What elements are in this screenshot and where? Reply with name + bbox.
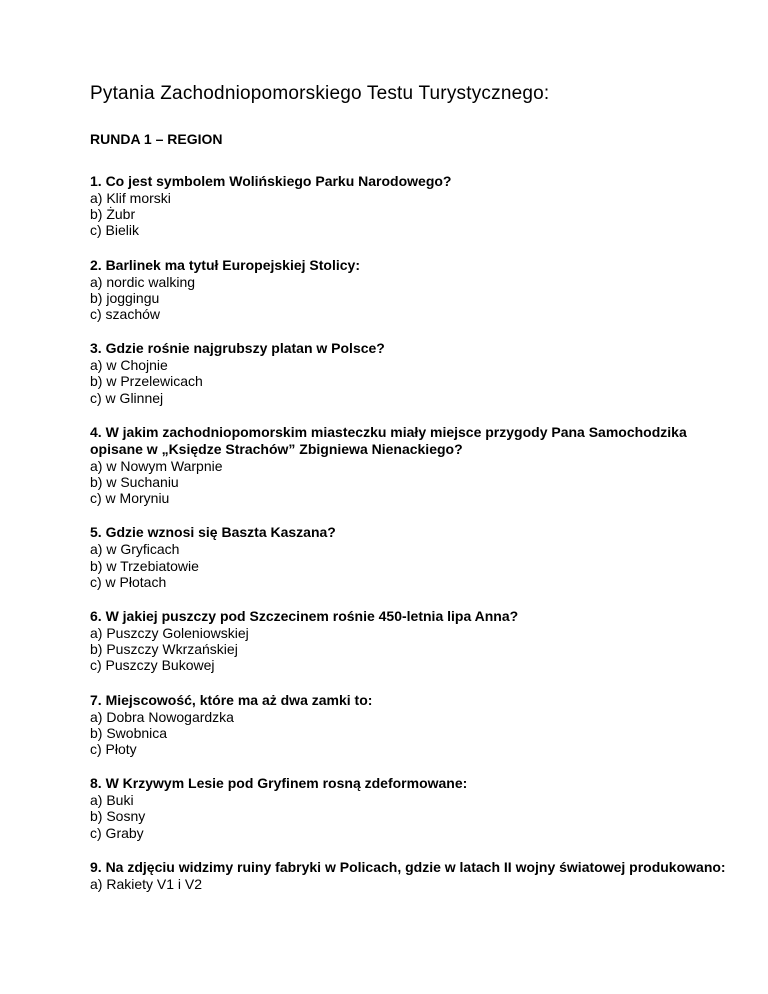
- question-1: [90, 173, 730, 239]
- answer-list: [90, 190, 730, 239]
- answer-option: c) szachów: [90, 306, 161, 323]
- answer-list: [90, 876, 730, 892]
- question-text: 9. Na zdjęciu widzimy ruiny fabryki w Policach, gdzie w latach II wojny światowej produkowano:: [90, 858, 726, 875]
- question-text: 8. W Krzywym Lesie pod Gryfinem rosną zdeformowane:: [90, 775, 468, 792]
- answer-option: b) Puszczy Wkrzańskiej: [90, 641, 238, 658]
- question-3: [90, 340, 730, 406]
- answer-option: c) Bielik: [90, 222, 140, 239]
- round-heading: RUNDA 1 – REGION: [90, 131, 223, 147]
- document-title: Pytania Zachodniopomorskiego Testu Turystycznego:: [90, 83, 550, 104]
- answer-option: a) Rakiety V1 i V2: [90, 875, 203, 892]
- answer-option: c) w Płotach: [90, 573, 167, 590]
- question-text: 5. Gdzie wznosi się Baszta Kaszana?: [90, 524, 336, 541]
- answer-option: c) Płoty: [90, 741, 137, 758]
- answer-list: [90, 357, 730, 406]
- question-text: 1. Co jest symbolem Wolińskiego Parku Narodowego?: [90, 173, 452, 189]
- question-9: [90, 859, 730, 892]
- question-2: [90, 257, 730, 323]
- answer-option: a) nordic walking: [90, 273, 196, 290]
- answer-option: a) w Nowym Warpnie: [90, 457, 223, 474]
- question-text: 4. W jakim zachodniopomorskim miasteczku miały miejsce przygody Pana Samochodzika opisane w „Księdze Strachów” Zbigniewa Nienackiego?: [90, 423, 687, 457]
- answer-option: b) w Suchaniu: [90, 474, 179, 491]
- answer-option: a) w Chojnie: [90, 357, 168, 374]
- answer-option: c) w Moryniu: [90, 490, 170, 507]
- answer-list: [90, 709, 730, 758]
- question-4: [90, 424, 730, 507]
- answer-option: a) Puszczy Goleniowskiej: [90, 625, 249, 642]
- question-6: [90, 608, 730, 674]
- question-5: [90, 524, 730, 590]
- answer-option: b) w Przelewicach: [90, 373, 203, 390]
- answer-option: c) Graby: [90, 824, 144, 841]
- answer-option: b) Żubr: [90, 206, 136, 223]
- question-8: [90, 775, 730, 841]
- answer-option: c) w Glinnej: [90, 389, 164, 406]
- answer-option: b) joggingu: [90, 289, 160, 306]
- answer-option: a) Dobra Nowogardzka: [90, 708, 234, 725]
- question-list: [90, 173, 730, 910]
- answer-list: [90, 792, 730, 841]
- answer-option: b) Sosny: [90, 808, 146, 825]
- answer-option: b) w Trzebiatowie: [90, 557, 199, 574]
- answer-option: a) Buki: [90, 792, 134, 809]
- question-text: 3. Gdzie rośnie najgrubszy platan w Polsce?: [90, 340, 385, 357]
- answer-option: a) Klif morski: [90, 190, 171, 206]
- answer-list: [90, 541, 730, 590]
- answer-list: [90, 274, 730, 323]
- question-7: [90, 692, 730, 758]
- answer-list: [90, 625, 730, 674]
- question-text: 2. Barlinek ma tytuł Europejskiej Stolicy:: [90, 256, 360, 273]
- answer-option: a) w Gryficach: [90, 541, 180, 558]
- answer-option: b) Swobnica: [90, 724, 168, 741]
- question-text: 6. W jakiej puszczy pod Szczecinem rośnie 450-letnia lipa Anna?: [90, 608, 519, 625]
- answer-option: c) Puszczy Bukowej: [90, 657, 215, 674]
- question-text: 7. Miejscowość, które ma aż dwa zamki to:: [90, 691, 373, 708]
- answer-list: [90, 458, 730, 507]
